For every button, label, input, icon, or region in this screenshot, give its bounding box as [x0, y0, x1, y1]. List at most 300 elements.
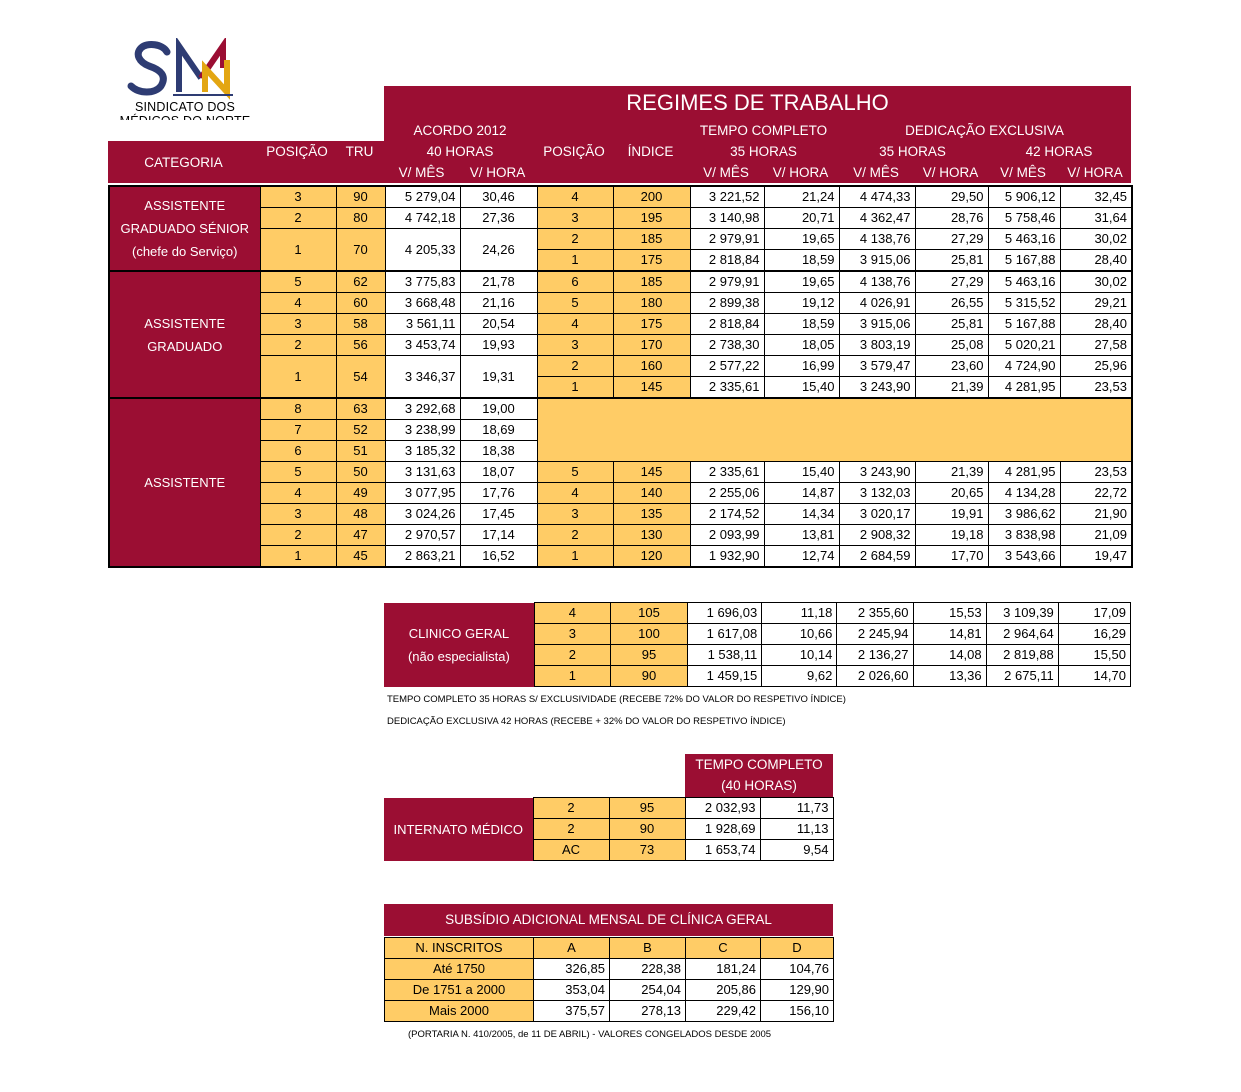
main-table [108, 185, 1133, 568]
subsidio-value-cell: 254,04 [610, 980, 686, 1001]
de42-v-hora-cell: 19,47 [1060, 546, 1132, 568]
subsidio-title: SUBSÍDIO ADICIONAL MENSAL DE CLÍNICA GERAL [384, 904, 833, 936]
posicao-cell: 3 [260, 314, 336, 335]
de35-v-mes-cell: 2 136,27 [837, 645, 913, 666]
table-row [109, 504, 1132, 525]
v-hora-cell: 19,00 [460, 398, 537, 420]
de35-v-mes-cell: 2 908,32 [839, 525, 915, 546]
subsidio-value-cell: 205,86 [686, 980, 761, 1001]
v-mes-cell: 3 453,74 [385, 335, 460, 356]
posicao-cell: 1 [537, 377, 613, 399]
tc-v-hora-cell: 18,05 [764, 335, 839, 356]
de35-v-hora-cell: 26,55 [915, 293, 988, 314]
de35-v-mes-cell: 4 138,76 [839, 271, 915, 293]
tru-cell: 60 [336, 293, 385, 314]
tru-cell: 47 [336, 525, 385, 546]
tc-v-hora-cell: 10,66 [762, 624, 837, 645]
posicao-cell: 2 [537, 525, 613, 546]
de35-v-mes-cell: 4 026,91 [839, 293, 915, 314]
v-hora-cell: 21,16 [460, 293, 537, 314]
de42-v-mes-cell: 3 543,66 [988, 546, 1060, 568]
de35-v-hora-cell: 25,81 [915, 250, 988, 272]
main-table-header [108, 120, 1131, 183]
de35-v-mes-cell: 4 474,33 [839, 186, 915, 208]
v-mes-cell: 2 970,57 [385, 525, 460, 546]
tc-v-mes-cell: 2 174,52 [690, 504, 764, 525]
posicao-cell: 2 [537, 229, 613, 250]
de35-v-hora-cell: 25,81 [915, 314, 988, 335]
posicao-cell: 2 [533, 798, 609, 819]
v-hora-cell: 17,45 [460, 504, 537, 525]
hdr-v-mes: V/ MÊS [838, 162, 914, 183]
posicao-cell: 5 [260, 462, 336, 483]
indice-cell: 160 [613, 356, 690, 377]
de42-v-hora-cell: 28,40 [1060, 314, 1132, 335]
v-hora-cell: 20,54 [460, 314, 537, 335]
posicao-cell: 3 [537, 504, 613, 525]
n-inscritos-cell: De 1751 a 2000 [385, 980, 534, 1001]
hdr-acordo-2012: ACORDO 2012 [384, 120, 536, 141]
de42-v-mes-cell: 5 463,16 [988, 271, 1060, 293]
subsidio-table [384, 937, 834, 1022]
de35-v-mes-cell: 3 132,03 [839, 483, 915, 504]
v-hora-cell: 24,26 [460, 229, 537, 272]
subsidio-value-cell: 375,57 [534, 1001, 610, 1022]
hdr-v-hora: V/ HORA [763, 162, 838, 183]
de42-v-mes-cell: 4 724,90 [988, 356, 1060, 377]
tc-v-mes-cell: 2 818,84 [690, 314, 764, 335]
posicao-cell: 6 [537, 271, 613, 293]
v-mes-cell: 2 032,93 [685, 798, 760, 819]
category-assistente-graduado [109, 271, 260, 398]
hdr-v-mes: V/ MÊS [987, 162, 1059, 183]
indice-cell: 145 [613, 462, 690, 483]
table-row [109, 208, 1132, 229]
category-assistente-graduado-line: ASSISTENTE [144, 315, 226, 331]
v-hora-cell: 11,73 [760, 798, 833, 819]
tc-v-mes-cell: 2 818,84 [690, 250, 764, 272]
posicao-cell: 2 [260, 208, 336, 229]
v-mes-cell: 4 205,33 [385, 229, 460, 272]
tc-v-hora-cell: 12,74 [764, 546, 839, 568]
de35-v-hora-cell: 19,18 [915, 525, 988, 546]
posicao-cell: 2 [260, 525, 336, 546]
tru-cell: 58 [336, 314, 385, 335]
v-mes-cell: 3 346,37 [385, 356, 460, 399]
de42-v-mes-cell: 5 020,21 [988, 335, 1060, 356]
de35-v-mes-cell: 3 243,90 [839, 377, 915, 399]
v-mes-cell: 2 863,21 [385, 546, 460, 568]
tc-v-hora-cell: 19,65 [764, 229, 839, 250]
tru-cell: 63 [336, 398, 385, 420]
de42-v-mes-cell: 2 964,64 [986, 624, 1058, 645]
v-hora-cell: 19,31 [460, 356, 537, 399]
posicao-cell: 1 [260, 356, 336, 399]
tru-cell: 54 [336, 356, 385, 399]
posicao-cell: 6 [260, 441, 336, 462]
tc-v-hora-cell: 21,24 [764, 186, 839, 208]
v-hora-cell: 19,93 [460, 335, 537, 356]
indice-cell: 95 [610, 645, 687, 666]
tc-v-mes-cell: 3 221,52 [690, 186, 764, 208]
indice-cell: 120 [613, 546, 690, 568]
de42-v-mes-cell: 4 281,95 [988, 377, 1060, 399]
category-assistente-graduado-senior [109, 186, 260, 271]
indice-cell: 175 [613, 250, 690, 272]
posicao-cell: 1 [534, 666, 610, 687]
tc-v-mes-cell: 1 696,03 [688, 603, 762, 624]
v-hora-cell: 18,07 [460, 462, 537, 483]
posicao-cell: 4 [537, 314, 613, 335]
category-assistente-graduado-senior-line: GRADUADO SÉNIOR [120, 221, 250, 236]
table-row [109, 398, 1132, 420]
tc-v-hora-cell: 9,62 [762, 666, 837, 687]
de35-v-mes-cell: 3 020,17 [839, 504, 915, 525]
de35-v-hora-cell: 21,39 [915, 377, 988, 399]
table-row [109, 186, 1132, 208]
v-hora-cell: 17,76 [460, 483, 537, 504]
tc-v-mes-cell: 2 335,61 [690, 377, 764, 399]
internato-table [384, 797, 834, 861]
posicao-cell: 1 [537, 250, 613, 272]
indice-cell: 185 [613, 271, 690, 293]
tc-v-hora-cell: 13,81 [764, 525, 839, 546]
indice-cell: 105 [610, 603, 687, 624]
note-dedicacao-exclusiva: DEDICAÇÃO EXCLUSIVA 42 HORAS (RECEBE + 32% DO VALOR DO RESPETIVO ÍNDICE) [387, 716, 786, 727]
v-mes-cell: 5 279,04 [385, 186, 460, 208]
de35-v-mes-cell: 3 915,06 [839, 250, 915, 272]
de35-v-mes-cell: 2 026,60 [837, 666, 913, 687]
de35-v-hora-cell: 21,39 [915, 462, 988, 483]
de42-v-hora-cell: 23,53 [1060, 462, 1132, 483]
hdr-tempo-completo: TEMPO COMPLETO [689, 120, 838, 141]
v-mes-cell: 3 238,99 [385, 420, 460, 441]
de35-v-mes-cell: 4 362,47 [839, 208, 915, 229]
v-mes-cell: 3 561,11 [385, 314, 460, 335]
de42-v-mes-cell: 3 838,98 [988, 525, 1060, 546]
category-clinico-geral [384, 603, 534, 687]
table-row [109, 356, 1132, 377]
posicao-cell: 2 [260, 335, 336, 356]
v-hora-cell: 30,46 [460, 186, 537, 208]
de42-v-hora-cell: 30,02 [1060, 271, 1132, 293]
de35-v-hora-cell: 23,60 [915, 356, 988, 377]
de42-v-hora-cell: 21,90 [1060, 504, 1132, 525]
v-mes-cell: 3 292,68 [385, 398, 460, 420]
page-title: REGIMES DE TRABALHO [384, 86, 1131, 120]
hdr-de-35-horas: 35 HORAS [838, 141, 987, 162]
tru-cell: 49 [336, 483, 385, 504]
table-row [109, 525, 1132, 546]
de42-v-mes-cell: 4 134,28 [988, 483, 1060, 504]
tru-cell: 50 [336, 462, 385, 483]
de42-v-mes-cell: 5 463,16 [988, 229, 1060, 250]
union-logo [105, 38, 265, 130]
posicao-cell: 2 [537, 356, 613, 377]
indice-cell: 100 [610, 624, 687, 645]
v-mes-cell: 3 024,26 [385, 504, 460, 525]
subsidio-value-cell: 181,24 [686, 959, 761, 980]
tc-v-hora-cell: 15,40 [764, 462, 839, 483]
subsidio-value-cell: 278,13 [610, 1001, 686, 1022]
hdr-tc-35-horas: 35 HORAS [689, 141, 838, 162]
posicao-cell: 4 [534, 603, 610, 624]
de42-v-mes-cell: 3 109,39 [986, 603, 1058, 624]
table-row [109, 483, 1132, 504]
tc-v-mes-cell: 2 979,91 [690, 229, 764, 250]
de35-v-hora-cell: 14,81 [913, 624, 986, 645]
hdr-tru: TRU [335, 141, 384, 183]
tc-v-hora-cell: 10,14 [762, 645, 837, 666]
indice-cell: 170 [613, 335, 690, 356]
de42-v-mes-cell: 5 167,88 [988, 250, 1060, 272]
hdr-de-42-horas: 42 HORAS [987, 141, 1131, 162]
band-header: B [610, 938, 686, 959]
clinico-geral-table [384, 602, 1131, 687]
tru-cell: 90 [336, 186, 385, 208]
tc-v-mes-cell: 2 899,38 [690, 293, 764, 314]
internato-header-line-2: (40 HORAS) [721, 778, 797, 793]
internato-header [685, 754, 833, 797]
posicao-cell: 3 [537, 335, 613, 356]
tc-v-mes-cell: 1 538,11 [688, 645, 762, 666]
indice-cell: 200 [613, 186, 690, 208]
category-clinico-geral-line: (não especialista) [407, 648, 510, 664]
de42-v-hora-cell: 22,72 [1060, 483, 1132, 504]
posicao-cell: 4 [260, 483, 336, 504]
de35-v-hora-cell: 25,08 [915, 335, 988, 356]
v-hora-cell: 17,14 [460, 525, 537, 546]
de35-v-hora-cell: 28,76 [915, 208, 988, 229]
posicao-cell: 5 [260, 271, 336, 293]
table-row [385, 1001, 834, 1022]
hdr-v-mes: V/ MÊS [689, 162, 763, 183]
table-row [109, 546, 1132, 568]
v-hora-cell: 27,36 [460, 208, 537, 229]
hdr-v-mes: V/ MÊS [384, 162, 459, 183]
n-inscritos-header: N. INSCRITOS [385, 938, 534, 959]
tc-v-mes-cell: 3 140,98 [690, 208, 764, 229]
band-header: D [761, 938, 834, 959]
posicao-cell: 8 [260, 398, 336, 420]
v-hora-cell: 21,78 [460, 271, 537, 293]
tc-v-mes-cell: 2 577,22 [690, 356, 764, 377]
hdr-categoria: CATEGORIA [108, 141, 259, 183]
category-assistente-graduado-senior-line: (chefe do Serviço) [132, 244, 238, 259]
hdr-posicao-2: POSIÇÃO [536, 141, 612, 183]
de42-v-mes-cell: 2 819,88 [986, 645, 1058, 666]
category-assistente-graduado-line: GRADUADO [147, 338, 223, 354]
hdr-v-hora: V/ HORA [459, 162, 536, 183]
tru-cell: 56 [336, 335, 385, 356]
tc-v-mes-cell: 1 617,08 [688, 624, 762, 645]
posicao-cell: 2 [533, 819, 609, 840]
hdr-posicao: POSIÇÃO [259, 141, 335, 183]
tru-cell: 62 [336, 271, 385, 293]
de42-v-hora-cell: 32,45 [1060, 186, 1132, 208]
indice-cell: 90 [610, 666, 687, 687]
de42-v-mes-cell: 4 281,95 [988, 462, 1060, 483]
table-row [109, 229, 1132, 250]
tc-v-hora-cell: 15,40 [764, 377, 839, 399]
n-inscritos-cell: Até 1750 [385, 959, 534, 980]
de42-v-hora-cell: 23,53 [1060, 377, 1132, 399]
sm-monogram-icon [105, 38, 265, 100]
de42-v-hora-cell: 27,58 [1060, 335, 1132, 356]
subsidio-value-cell: 228,38 [610, 959, 686, 980]
de35-v-mes-cell: 3 243,90 [839, 462, 915, 483]
tc-v-hora-cell: 14,87 [764, 483, 839, 504]
table-row [109, 271, 1132, 293]
de35-v-hora-cell: 20,65 [915, 483, 988, 504]
de42-v-mes-cell: 2 675,11 [986, 666, 1058, 687]
note-tempo-completo: TEMPO COMPLETO 35 HORAS S/ EXCLUSIVIDADE (RECEBE 72% DO VALOR DO RESPETIVO ÍNDICE) [387, 694, 846, 705]
category-internato-medico: INTERNATO MÉDICO [384, 798, 533, 861]
tru-cell: 52 [336, 420, 385, 441]
hdr-dedicacao-exclusiva: DEDICAÇÃO EXCLUSIVA [838, 120, 1131, 141]
de42-v-mes-cell: 5 758,46 [988, 208, 1060, 229]
v-mes-cell: 3 668,48 [385, 293, 460, 314]
tc-v-hora-cell: 18,59 [764, 314, 839, 335]
tc-v-mes-cell: 1 459,15 [688, 666, 762, 687]
de42-v-hora-cell: 30,02 [1060, 229, 1132, 250]
tru-cell: 45 [336, 546, 385, 568]
posicao-cell: 3 [534, 624, 610, 645]
de42-v-hora-cell: 21,09 [1060, 525, 1132, 546]
category-assistente: ASSISTENTE [109, 398, 260, 567]
v-mes-cell: 1 928,69 [685, 819, 760, 840]
tru-cell: 80 [336, 208, 385, 229]
subsidio-value-cell: 104,76 [761, 959, 834, 980]
subsidio-footnote: (PORTARIA N. 410/2005, de 11 DE ABRIL) - VALORES CONGELADOS DESDE 2005 [408, 1029, 772, 1040]
de35-v-hora-cell: 27,29 [915, 271, 988, 293]
subsidio-value-cell: 353,04 [534, 980, 610, 1001]
hdr-indice: ÍNDICE [612, 141, 689, 183]
indice-cell: 185 [613, 229, 690, 250]
tc-v-mes-cell: 1 932,90 [690, 546, 764, 568]
de35-v-mes-cell: 3 579,47 [839, 356, 915, 377]
subsidio-value-cell: 129,90 [761, 980, 834, 1001]
v-mes-cell: 3 131,63 [385, 462, 460, 483]
tru-cell: 51 [336, 441, 385, 462]
indice-cell: 145 [613, 377, 690, 399]
de35-v-mes-cell: 2 355,60 [837, 603, 913, 624]
de42-v-hora-cell: 14,70 [1058, 666, 1130, 687]
posicao-cell: 3 [260, 186, 336, 208]
indice-cell: 95 [609, 798, 685, 819]
posicao-cell: 7 [260, 420, 336, 441]
de42-v-mes-cell: 3 986,62 [988, 504, 1060, 525]
indice-cell: 175 [613, 314, 690, 335]
indice-cell: 90 [609, 819, 685, 840]
de35-v-hora-cell: 19,91 [915, 504, 988, 525]
posicao-cell: AC [533, 840, 609, 861]
table-row [384, 603, 1131, 624]
de35-v-hora-cell: 17,70 [915, 546, 988, 568]
subsidio-value-cell: 229,42 [686, 1001, 761, 1022]
subsidio-header-row [385, 938, 834, 959]
band-header: C [686, 938, 761, 959]
de35-v-hora-cell: 15,53 [913, 603, 986, 624]
de42-v-hora-cell: 15,50 [1058, 645, 1130, 666]
hdr-v-hora: V/ HORA [1059, 162, 1131, 183]
posicao-cell: 1 [260, 229, 336, 272]
posicao-cell: 2 [534, 645, 610, 666]
v-hora-cell: 18,38 [460, 441, 537, 462]
hdr-40-horas: 40 HORAS [384, 141, 536, 162]
category-assistente-graduado-senior-line: ASSISTENTE [144, 198, 226, 213]
de42-v-hora-cell: 29,21 [1060, 293, 1132, 314]
de42-v-mes-cell: 5 167,88 [988, 314, 1060, 335]
tc-v-mes-cell: 2 255,06 [690, 483, 764, 504]
v-hora-cell: 11,13 [760, 819, 833, 840]
tru-cell: 70 [336, 229, 385, 272]
posicao-cell: 3 [260, 504, 336, 525]
de35-v-mes-cell: 3 915,06 [839, 314, 915, 335]
tc-v-hora-cell: 19,12 [764, 293, 839, 314]
tc-v-mes-cell: 2 738,30 [690, 335, 764, 356]
n-inscritos-cell: Mais 2000 [385, 1001, 534, 1022]
de35-v-mes-cell: 4 138,76 [839, 229, 915, 250]
de42-v-mes-cell: 5 906,12 [988, 186, 1060, 208]
indice-cell: 135 [613, 504, 690, 525]
tc-v-mes-cell: 2 093,99 [690, 525, 764, 546]
table-row [385, 980, 834, 1001]
v-hora-cell: 9,54 [760, 840, 833, 861]
indice-cell: 73 [609, 840, 685, 861]
tc-v-hora-cell: 18,59 [764, 250, 839, 272]
posicao-cell: 1 [537, 546, 613, 568]
tc-v-mes-cell: 2 335,61 [690, 462, 764, 483]
table-row [109, 335, 1132, 356]
de35-v-hora-cell: 13,36 [913, 666, 986, 687]
category-clinico-geral-line: CLINICO GERAL [408, 625, 510, 641]
band-header: A [534, 938, 610, 959]
subsidio-value-cell: 156,10 [761, 1001, 834, 1022]
indice-cell: 130 [613, 525, 690, 546]
de42-v-hora-cell: 16,29 [1058, 624, 1130, 645]
v-mes-cell: 3 077,95 [385, 483, 460, 504]
tru-cell: 48 [336, 504, 385, 525]
v-mes-cell: 3 775,83 [385, 271, 460, 293]
posicao-cell: 4 [260, 293, 336, 314]
tc-v-hora-cell: 16,99 [764, 356, 839, 377]
tc-v-mes-cell: 2 979,91 [690, 271, 764, 293]
table-row [109, 293, 1132, 314]
tc-v-hora-cell: 14,34 [764, 504, 839, 525]
de42-v-hora-cell: 25,96 [1060, 356, 1132, 377]
v-mes-cell: 1 653,74 [685, 840, 760, 861]
posicao-cell: 5 [537, 293, 613, 314]
table-row [109, 462, 1132, 483]
posicao-cell: 4 [537, 186, 613, 208]
subsidio-value-cell: 326,85 [534, 959, 610, 980]
table-row [384, 798, 833, 819]
empty-block [537, 398, 1132, 462]
table-row [109, 314, 1132, 335]
logo-line-1: SINDICATO DOS [134, 100, 236, 114]
posicao-cell: 3 [537, 208, 613, 229]
table-row [385, 959, 834, 980]
posicao-cell: 1 [260, 546, 336, 568]
de35-v-mes-cell: 2 245,94 [837, 624, 913, 645]
de35-v-mes-cell: 2 684,59 [839, 546, 915, 568]
indice-cell: 140 [613, 483, 690, 504]
internato-header-line-1: TEMPO COMPLETO [695, 757, 823, 772]
de42-v-hora-cell: 28,40 [1060, 250, 1132, 272]
de35-v-mes-cell: 3 803,19 [839, 335, 915, 356]
tc-v-hora-cell: 11,18 [762, 603, 837, 624]
